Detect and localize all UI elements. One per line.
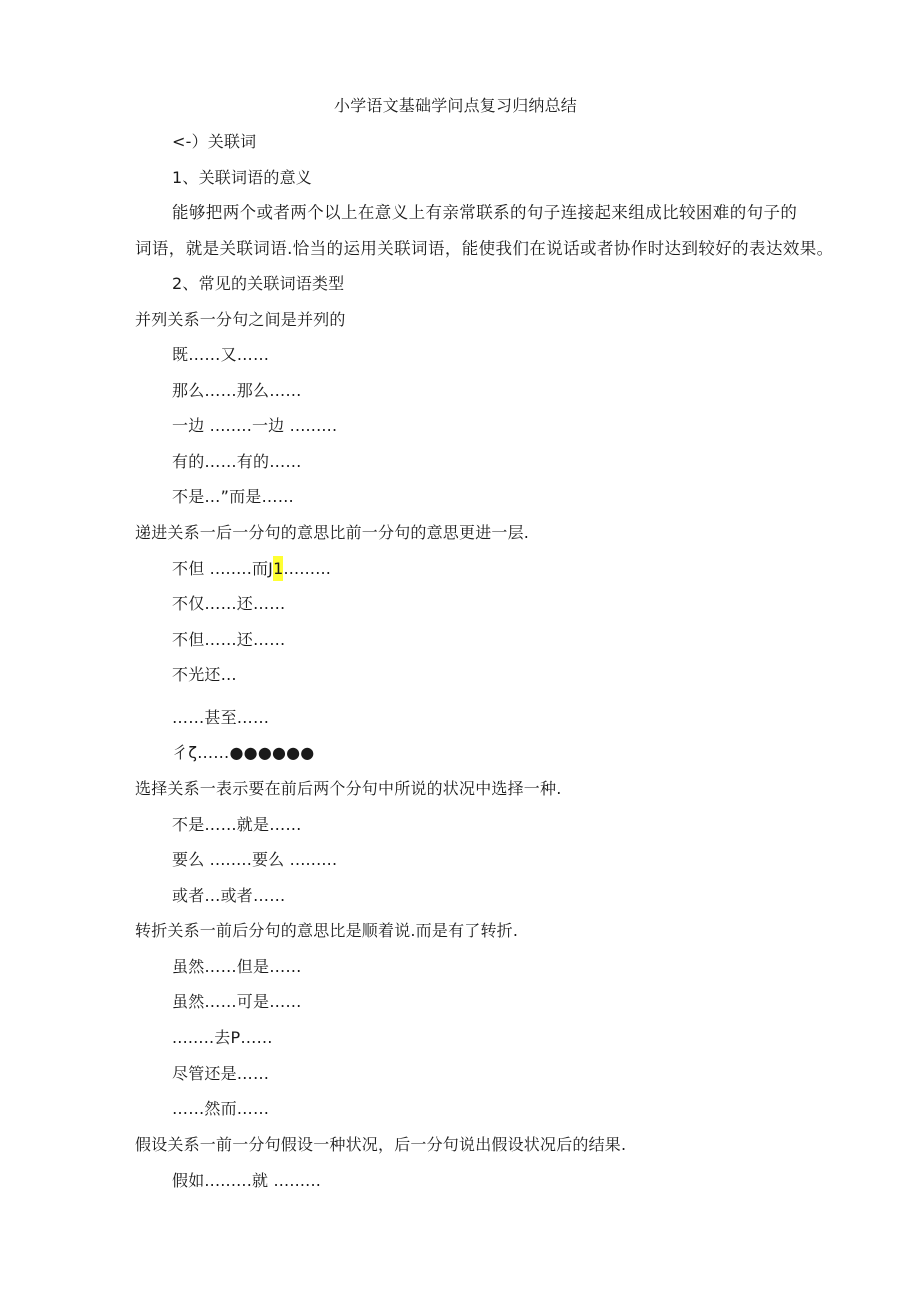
progressive-item: 不但……还…… — [172, 630, 286, 649]
progressive-item-highlighted — [172, 558, 331, 580]
progressive-item-suffix: ......... — [283, 559, 332, 578]
progressive-item-prefix: 不但 ........而J — [172, 559, 274, 578]
progressive-item: 不仅……还…… — [172, 594, 286, 613]
adversative-item: 虽然……可是…… — [172, 992, 302, 1011]
section-heading: <-）关联词 — [172, 132, 257, 151]
adversative-item: 虽然……但是…… — [172, 957, 302, 976]
item1-heading: 1、关联词语的意义 — [172, 168, 312, 187]
progressive-item: 彳ζ……●●●●●● — [172, 743, 315, 762]
progressive-item: 不光还… — [172, 665, 237, 684]
highlight-mark: 1 — [273, 556, 283, 581]
progressive-heading: 递进关系一后一分句的意思比前一分句的意思更进一层. — [135, 523, 530, 542]
choice-item: 要么 ........要么 ......... — [172, 850, 338, 869]
parallel-item: 不是…”而是…… — [172, 487, 294, 506]
item1-paragraph-line1: 能够把两个或者两个以上在意义上有亲常联系的句子连接起来组成比较困难的句子的 — [172, 203, 798, 222]
item1-paragraph-line2: 词语，就是关联词语.恰当的运用关联词语，能使我们在说话或者协作时达到较好的表达效果。 — [135, 239, 834, 258]
adversative-heading: 转折关系一前后分句的意思比是顺着说.而是有了转折. — [135, 921, 519, 940]
progressive-item: ……甚至…… — [172, 708, 270, 727]
choice-heading: 选择关系一表示要在前后两个分句中所说的状况中选择一种. — [135, 779, 562, 798]
item2-heading: 2、常见的关联词语类型 — [172, 274, 345, 293]
parallel-item: 有的……有的…… — [172, 452, 302, 471]
adversative-item: ……然而…… — [172, 1099, 270, 1118]
adversative-item: 尽管还是…… — [172, 1064, 270, 1083]
choice-item: 不是……就是…… — [172, 815, 302, 834]
adversative-item: ........去P…… — [172, 1028, 273, 1047]
page-title: 小学语文基础学问点复习归纳总结 — [334, 96, 578, 115]
parallel-heading: 并列关系一分句之间是并列的 — [135, 310, 346, 329]
hypothetical-heading: 假设关系一前一分句假设一种状况，后一分句说出假设状况后的结果. — [135, 1135, 627, 1154]
parallel-item: 那么……那么…… — [172, 381, 302, 400]
parallel-item: 一边 ........一边 ......... — [172, 416, 338, 435]
parallel-item: 既……又…… — [172, 345, 270, 364]
hypothetical-item: 假如.........就 ......... — [172, 1171, 322, 1190]
choice-item: 或者…或者…… — [172, 886, 286, 905]
